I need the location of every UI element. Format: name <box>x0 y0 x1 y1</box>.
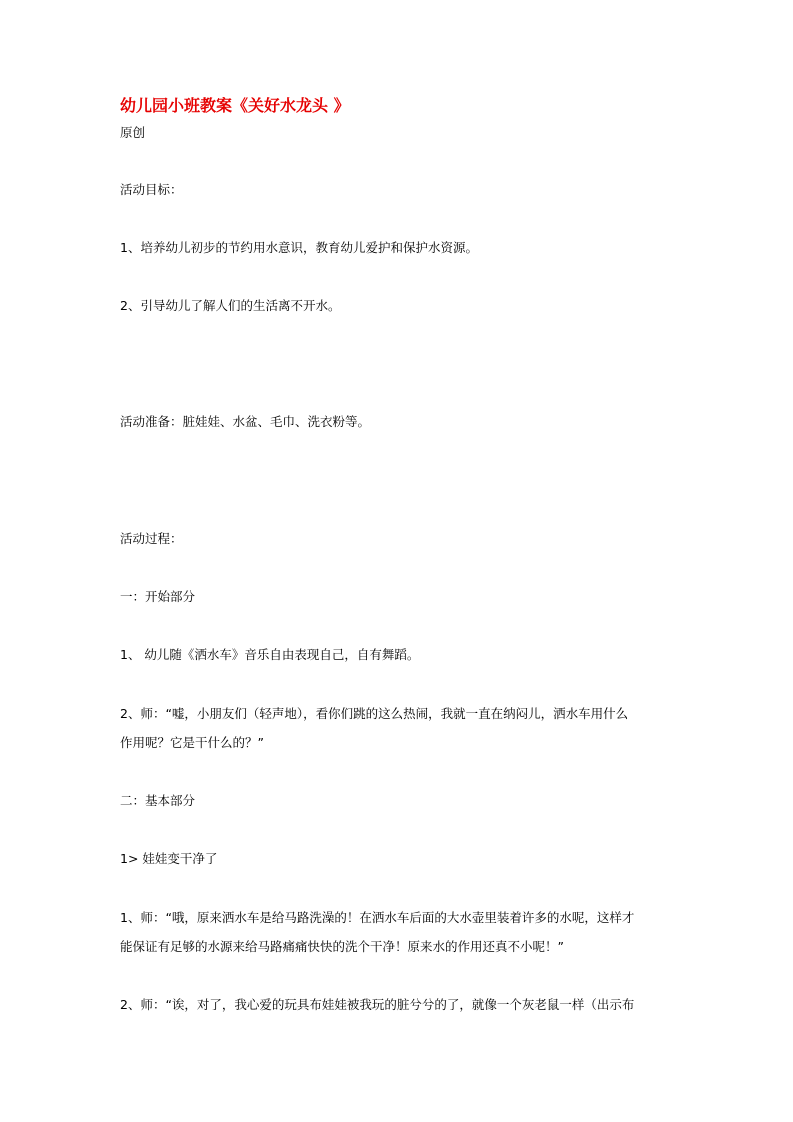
preparation-text: 活动准备：脏娃娃、水盆、毛巾、洗衣粉等。 <box>120 414 371 429</box>
paragraph-1-line-2: 能保证有足够的水源来给马路痛痛快快的洗个干净！原来水的作用还真不小呢！” <box>120 939 564 954</box>
paragraph-2-line-1: 2、师：“诶，对了，我心爱的玩具布娃娃被我玩的脏兮兮的了，就像一个灰老鼠一样（出示布 <box>120 997 635 1012</box>
step-2-line-1: 2、师：“嘘，小朋友们（轻声地），看你们跳的这么热闹，我就一直在纳闷儿，洒水车用什么 <box>120 706 629 721</box>
subsection-1-heading: 1> 娃娃变干净了 <box>120 851 218 866</box>
document-subtitle: 原创 <box>120 125 146 140</box>
goals-heading: 活动目标： <box>120 182 183 197</box>
step-1: 1、 幼儿随《洒水车》音乐自由表现自己，自有舞蹈。 <box>120 647 420 662</box>
paragraph-1-line-1: 1、师：“哦，原来洒水车是给马路洗澡的！在洒水车后面的大水壶里装着许多的水呢，这样才 <box>120 910 635 925</box>
step-2-line-2: 作用呢？它是干什么的？” <box>120 735 264 750</box>
process-heading: 活动过程： <box>120 531 183 546</box>
part-1-heading: 一：开始部分 <box>120 589 196 604</box>
goal-item-2: 2、引导幼儿了解人们的生活离不开水。 <box>120 298 341 313</box>
document-title: 幼儿园小班教案《关好水龙头 》 <box>120 96 350 115</box>
part-2-heading: 二：基本部分 <box>120 793 196 808</box>
goal-item-1: 1、培养幼儿初步的节约用水意识，教育幼儿爱护和保护水资源。 <box>120 240 478 255</box>
